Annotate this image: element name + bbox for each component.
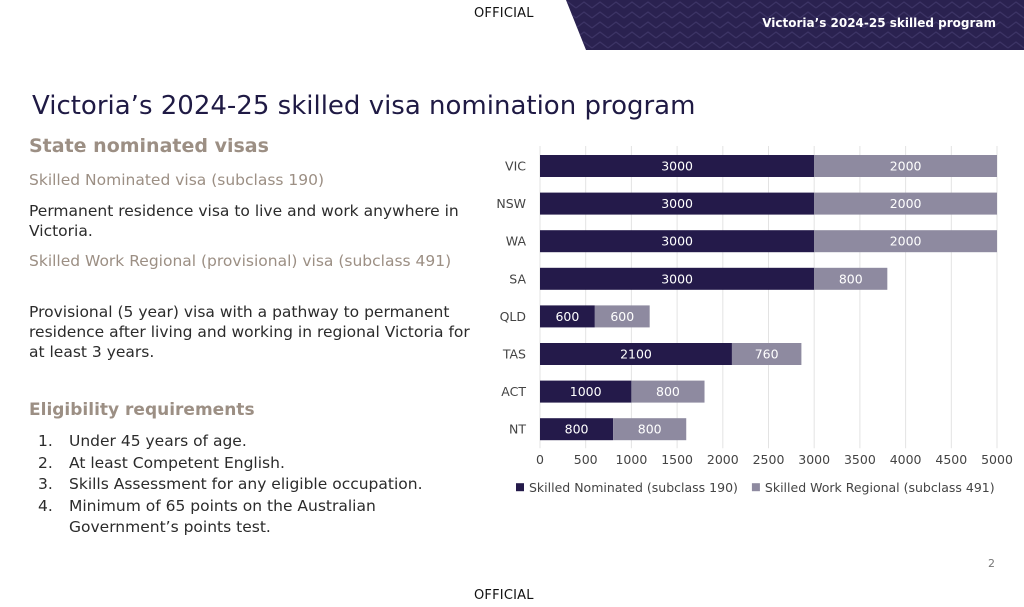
eligibility-item	[38, 474, 488, 496]
y-category-label: SA	[509, 271, 526, 287]
bar-data-label: 600	[610, 308, 635, 324]
x-tick-label: 3500	[843, 452, 876, 468]
y-category-label: WA	[505, 233, 526, 249]
legend-swatch-subclass-491	[752, 483, 760, 491]
eligibility-item	[38, 496, 488, 539]
classification-label-top: OFFICIAL	[474, 6, 534, 21]
page-title: Victoria’s 2024-25 skilled visa nomination program	[32, 91, 696, 121]
visa-190-name: Skilled Nominated visa (subclass 190)	[29, 171, 325, 189]
eligibility-item-text: Minimum of 65 points on the Australian Government’s points test.	[69, 496, 376, 536]
x-tick-label: 1500	[661, 452, 694, 468]
bar-data-label: 1000	[569, 384, 602, 400]
x-tick-label: 1000	[615, 452, 648, 468]
classification-label-bottom: OFFICIAL	[474, 588, 534, 603]
legend-label-subclass-190: Skilled Nominated (subclass 190)	[529, 480, 738, 496]
page-number: 2	[988, 557, 995, 570]
visa-491-name: Skilled Work Regional (provisional) visa (subclass 491)	[29, 252, 452, 270]
y-category-label: TAS	[502, 346, 526, 362]
eligibility-item-number: 2.	[38, 453, 53, 472]
eligibility-heading: Eligibility requirements	[29, 400, 255, 420]
bar-data-label: 600	[555, 308, 580, 324]
stacked-bar-chart	[486, 140, 1016, 525]
x-tick-label: 0	[536, 452, 544, 468]
eligibility-item-text: Skills Assessment for any eligible occupation.	[69, 475, 423, 493]
bar-data-label: 2000	[889, 196, 922, 212]
eligibility-item-number: 1.	[38, 432, 53, 450]
bar-data-label: 3000	[661, 271, 694, 287]
eligibility-item	[38, 453, 488, 475]
section-heading: State nominated visas	[29, 135, 269, 157]
y-category-label: NSW	[496, 196, 526, 212]
legend-label-subclass-491: Skilled Work Regional (subclass 491)	[764, 480, 995, 496]
bar-data-label: 2000	[889, 233, 922, 249]
bar-data-label: 3000	[661, 196, 694, 212]
y-category-label: NT	[509, 421, 526, 437]
bar-data-label: 2100	[620, 346, 652, 362]
y-category-label: VIC	[505, 158, 526, 174]
y-category-label: QLD	[499, 308, 526, 324]
bar-data-label: 760	[754, 346, 779, 362]
eligibility-item-number: 3.	[38, 475, 53, 493]
bar-data-label: 800	[564, 421, 589, 437]
eligibility-item	[38, 431, 488, 453]
bar-data-label: 2000	[889, 158, 922, 174]
x-tick-label: 500	[573, 452, 598, 468]
bar-data-label: 3000	[661, 233, 694, 249]
eligibility-item-text: At least Competent English.	[69, 453, 285, 472]
legend-swatch-subclass-190	[516, 483, 524, 491]
x-tick-label: 2000	[706, 452, 739, 468]
x-tick-label: 3000	[798, 452, 831, 468]
bar-data-label: 800	[656, 384, 680, 400]
visa-491-description: Provisional (5 year) visa with a pathway to permanent residence after living and working in regional Victoria for at least 3 years.	[29, 303, 470, 361]
eligibility-item-text: Under 45 years of age.	[69, 432, 247, 450]
x-tick-label: 4500	[935, 452, 968, 468]
bar-data-label: 800	[838, 271, 863, 287]
banner-title: Victoria’s 2024-25 skilled program	[762, 16, 996, 30]
x-tick-label: 4000	[889, 452, 922, 468]
bar-data-label: 800	[637, 421, 662, 437]
x-tick-label: 2500	[752, 452, 785, 468]
bar-data-label: 3000	[661, 158, 694, 174]
visa-190-description: Permanent residence visa to live and work anywhere in Victoria.	[29, 202, 459, 240]
eligibility-item-number: 4.	[38, 496, 53, 515]
eligibility-list	[38, 431, 488, 539]
y-category-label: ACT	[501, 384, 526, 400]
x-tick-label: 5000	[981, 452, 1013, 468]
